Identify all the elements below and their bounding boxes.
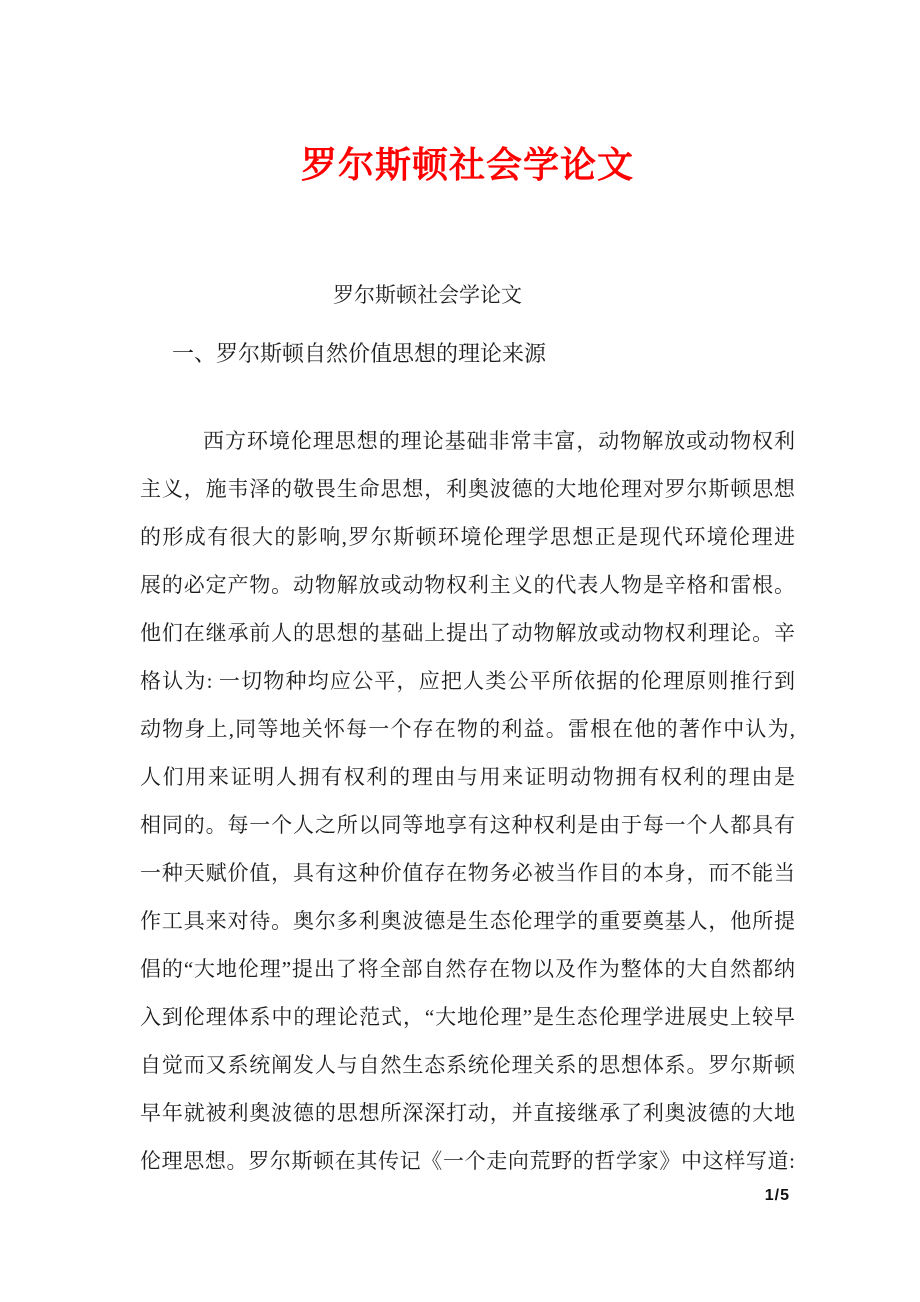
body-line: 展的必定产物。动物解放或动物权利主义的代表人物是辛格和雷根。 bbox=[140, 573, 795, 597]
body-line: 格认为: 一切物种均应公平，应把人类公平所依据的伦理原则推行到 bbox=[140, 669, 795, 693]
body-line: 早年就被利奥波德的思想所深深打动，并直接继承了利奥波德的大地 bbox=[140, 1101, 795, 1125]
body-line: 相同的。每一个人之所以同等地享有这种权利是由于每一个人都具有 bbox=[140, 813, 795, 837]
body-line: 动物身上,同等地关怀每一个存在物的利益。雷根在他的著作中认为, bbox=[140, 717, 795, 741]
body-line: 主义，施韦泽的敬畏生命思想，利奥波德的大地伦理对罗尔斯顿思想 bbox=[140, 477, 795, 501]
body-line: 自觉而又系统阐发人与自然生态系统伦理关系的思想体系。罗尔斯顿 bbox=[140, 1053, 795, 1077]
body-line: 入到伦理体系中的理论范式，“大地伦理”是生态伦理学进展史上较早 bbox=[140, 1005, 795, 1029]
body-paragraph bbox=[140, 417, 795, 1185]
body-line: 人们用来证明人拥有权利的理由与用来证明动物拥有权利的理由是 bbox=[140, 765, 795, 789]
page-number: 1/5 bbox=[764, 1187, 790, 1204]
body-line: 伦理思想。罗尔斯顿在其传记《一个走向荒野的哲学家》中这样写道: bbox=[140, 1149, 795, 1173]
document-title: 罗尔斯顿社会学论文 bbox=[300, 145, 634, 185]
body-line: 一种天赋价值，具有这种价值存在物务必被当作目的本身，而不能当 bbox=[140, 861, 795, 885]
body-line: 的形成有很大的影响,罗尔斯顿环境伦理学思想正是现代环境伦理进 bbox=[140, 525, 795, 549]
body-line: 他们在继承前人的思想的基础上提出了动物解放或动物权利理论。辛 bbox=[140, 621, 795, 645]
section-heading: 一、罗尔斯顿自然价值思想的理论来源 bbox=[172, 341, 547, 366]
body-line: 作工具来对待。奥尔多利奥波德是生态伦理学的重要奠基人，他所提 bbox=[140, 909, 795, 933]
document-subtitle: 罗尔斯顿社会学论文 bbox=[333, 283, 522, 307]
body-line: 倡的“大地伦理”提出了将全部自然存在物以及作为整体的大自然都纳 bbox=[140, 957, 795, 981]
body-line: 西方环境伦理思想的理论基础非常丰富，动物解放或动物权利 bbox=[203, 429, 795, 453]
